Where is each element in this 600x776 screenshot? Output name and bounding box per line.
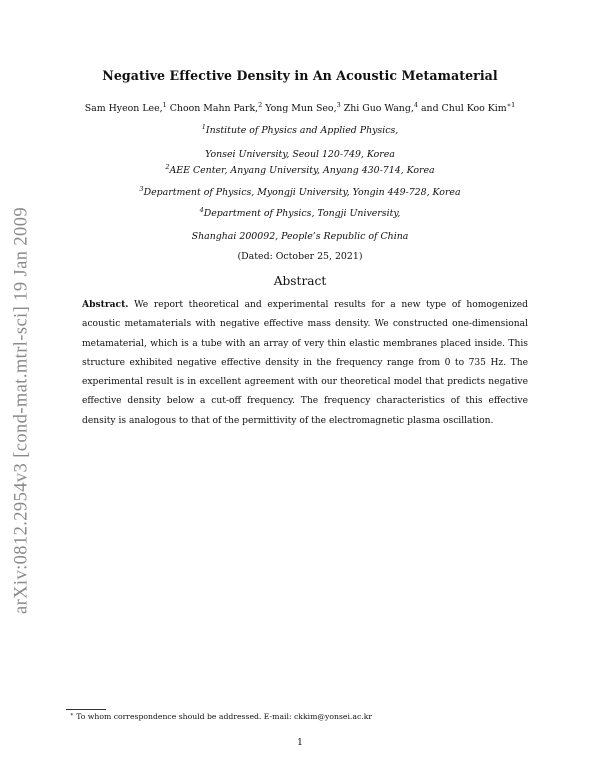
- affiliation-line: [0, 187, 600, 198]
- author-name: and Chul Koo Kim: [420, 103, 507, 114]
- arxiv-identifier-stamp: arXiv:0812.2954v3 [cond-mat.mtrl-sci] 19 Jan 2009: [11, 207, 32, 614]
- affiliation-text: Department of Physics, Myongji University, Yongin 449-728, Korea: [143, 187, 461, 198]
- author-list: [0, 103, 600, 114]
- footnote-mark: ∗: [70, 712, 74, 718]
- author-affiliation-mark: 2: [258, 101, 263, 109]
- affiliation-line: [0, 231, 600, 242]
- footnote-text: To whom correspondence should be addressed. E-mail: ckkim@yonsei.ac.kr: [76, 712, 373, 721]
- author-5: [421, 103, 515, 114]
- affiliation-line: [0, 149, 600, 160]
- author-2: [170, 103, 266, 114]
- author-affiliation-mark: 3: [336, 101, 341, 109]
- page-number: 1: [297, 737, 303, 748]
- affiliation-text: Department of Physics, Tongji University,: [203, 208, 401, 219]
- footnote-divider: [66, 709, 106, 710]
- author-name: Zhi Guo Wang,: [343, 103, 414, 114]
- author-4: [344, 103, 421, 114]
- author-affiliation-mark: 4: [413, 101, 418, 109]
- affiliation-mark: 3: [139, 185, 144, 193]
- abstract-label: Abstract.: [82, 299, 129, 310]
- affiliation-line: [0, 125, 600, 136]
- affiliation-line: [0, 208, 600, 219]
- footnote: [70, 712, 372, 721]
- affiliation-mark: 1: [201, 123, 206, 131]
- affiliation-line: [0, 165, 600, 176]
- author-3: [265, 103, 343, 114]
- paper-title: Negative Effective Density in An Acoustic Metamaterial: [102, 68, 498, 83]
- author-affiliation-mark: ∗1: [506, 101, 516, 109]
- author-affiliation-mark: 1: [162, 101, 167, 109]
- affiliation-text: Yonsei University, Seoul 120-749, Korea: [205, 149, 395, 160]
- affiliation-mark: 2: [165, 163, 170, 171]
- abstract-heading: Abstract: [273, 274, 327, 288]
- date-line: (Dated: October 25, 2021): [237, 251, 363, 262]
- abstract-body: [82, 295, 528, 431]
- affiliation-text: Institute of Physics and Applied Physics,: [205, 125, 399, 136]
- author-name: Sam Hyeon Lee,: [84, 103, 163, 114]
- abstract-text: We report theoretical and experimental results for a new type of homogenized acoustic metamaterials with negative effective mass density. We constructed one-dimensional metamaterial, which is a tube with an array of very thin elastic membranes placed inside. This structure exhibited negative effective density in the frequency range from 0 to 735 Hz. The experimental result is in excellent agreement with our theoretical model that predicts negative effective density below a cut-off frequency. The frequency characteristics of this effective density is analogous to that of the permittivity of the electromagnetic plasma oscillation.: [82, 300, 528, 426]
- author-name: Choon Mahn Park,: [169, 103, 259, 114]
- affiliation-text: Shanghai 200092, People’s Republic of China: [191, 231, 409, 242]
- affiliation-mark: 4: [199, 206, 204, 214]
- author-name: Yong Mun Seo,: [265, 103, 337, 114]
- author-1: [85, 103, 170, 114]
- affiliation-text: AEE Center, Anyang University, Anyang 430-714, Korea: [169, 165, 435, 176]
